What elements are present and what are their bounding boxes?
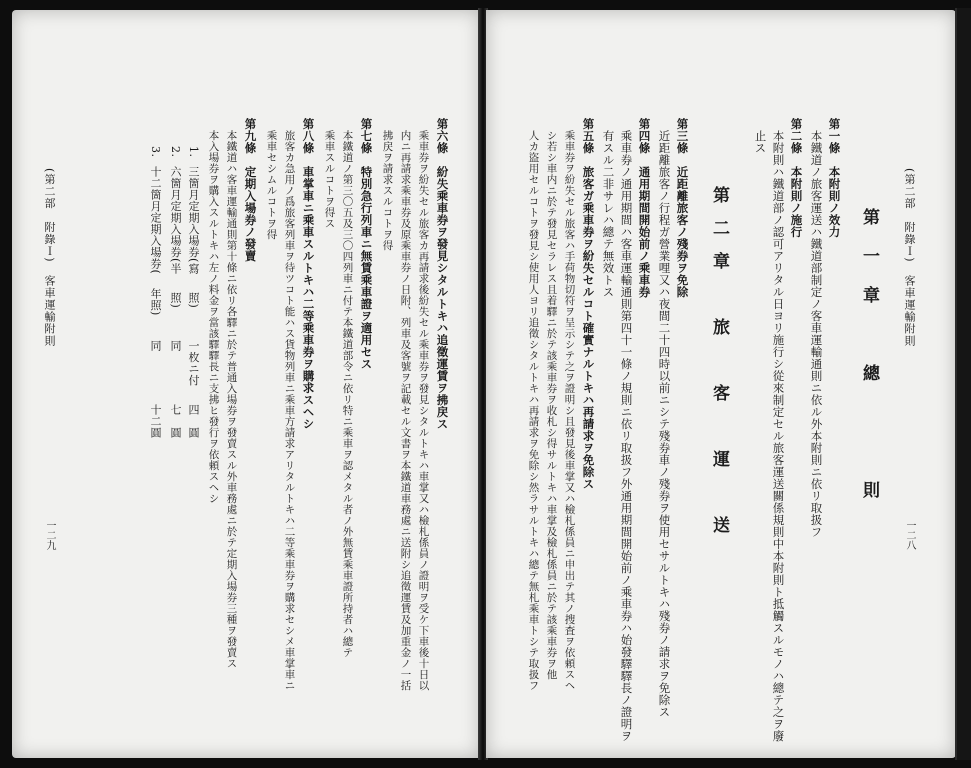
rate-1-name: 三箇月定期入場券(寫 bbox=[187, 166, 200, 275]
rate-2-note: 照) bbox=[169, 292, 182, 309]
running-title-right: (第二部 附錄Ｉ) 客車運輸附則 bbox=[903, 168, 916, 347]
page-edge bbox=[955, 8, 971, 760]
article6-text-3: 拂戻ヲ請求スルコトヲ得 bbox=[381, 130, 394, 251]
article9-text-2: 本入場券ヲ購入スルトキハ左ノ料金ヲ當該驛驛長ニ支拂ヒ發行ヲ依頼スヘシ bbox=[207, 130, 220, 504]
article8-text-2: 乘車セシムルコトヲ得 bbox=[265, 130, 278, 240]
article5-text-3: 人カ盜用セルコトヲ發見シ使用人ヨリ追徵シタルトキハ再請求ヲ免除シ然ラサルトキハ總テ無札乘車トシテ取扱フ bbox=[527, 130, 540, 691]
rate-3-unit: 同 bbox=[149, 340, 162, 352]
article6-text-1: 乘車券ヲ紛失セル旅客カ再請求後紛失セル乘車券ヲ發見シタルトキハ車掌又ハ檢札係員ノ證明ヲ受ケ下車後十日以 bbox=[417, 130, 430, 691]
article1-text: 本鐵道ノ旅客運送ハ鐵道部制定ノ客車運輸通則ニ依ル外本附則ニ依リ取扱フ bbox=[809, 130, 824, 538]
article7-text-2: 乘車スルコトヲ得ス bbox=[323, 130, 336, 229]
article9-heading: 第九條 定期入場券ノ發賣 bbox=[243, 118, 258, 262]
article6-heading: 第六條 紛失乘車券ヲ發見シタルトキハ追徵運賃ヲ拂戻ス bbox=[435, 118, 450, 430]
article2-text-1: 本附則ハ鐵道部ノ認可アリタル日ヨリ施行シ從來制定セル旅客運送關係規則中本附則ト抵觸スルモノハ總テ之ヲ廢 bbox=[771, 130, 786, 742]
article8-heading: 第八條 車掌車ニ乘車スルトキハ二等乘車券ヲ購求スヘシ bbox=[301, 118, 316, 430]
page-number-left: 一二九 bbox=[44, 520, 55, 550]
rate-3-number: 3. bbox=[149, 146, 162, 158]
rate-3-note: 年照) bbox=[149, 288, 162, 316]
article4-text-2: 有スル二非サレハ總テ無效トス bbox=[601, 130, 616, 298]
running-title-left: (第二部 附錄Ｉ) 客車運輸附則 bbox=[43, 168, 56, 347]
rate-3-price: 十二圓 bbox=[149, 404, 162, 439]
article8-text-1: 旅客カ急用ノ爲旅客列車ヲ待ツコト能ハス貨物列車ニ乘車方請求アリタルトキハ二等乘車券ヲ購求セシメ車掌車ニ bbox=[283, 130, 296, 691]
article9-text-1: 本鐵道ハ客車運輸通則第十條ニ依リ各驛ニ於テ普通入場券ヲ發賣スル外車務處ニ於テ定期入場券三種ヲ發賣ス bbox=[225, 130, 238, 669]
article6-text-2: 内ニ再請求乘車券及原乘車券ノ日附、列車及客號ヲ記載セル文書ヲ本鐵道車務處ニ送附シ追徵運賃及加重金ノ一括 bbox=[399, 130, 412, 691]
rate-1-price: 四 圓 bbox=[187, 404, 200, 439]
article4-heading: 第四條 通用期間開始前ノ乘車券 bbox=[637, 118, 652, 298]
rate-1-unit: 一枚ニ付 bbox=[187, 340, 200, 386]
chapter1-title: 第一章 總 則 bbox=[859, 208, 879, 520]
rate-3-name: 十二箇月定期入場券( bbox=[149, 166, 162, 275]
article4-text-1: 乘車券ノ通用期間ハ客車運輸通則第四十一條ノ規則ニ依リ取扱フ外通用期間開始前ノ乘車券ハ始發驛驛長ノ證明ヲ bbox=[619, 130, 634, 742]
article5-heading: 第五條 旅客ガ乘車券ヲ紛失セルコト確實ナルトキハ再請求ヲ免除ス bbox=[581, 118, 596, 490]
article1-heading: 第一條 本附則ノ效力 bbox=[827, 118, 842, 238]
article3-text: 近距離旅客ノ行程ガ營業哩又ハ夜間二十四時以前ニシテ殘券車ノ殘券ヲ使用セサルトキハ殘券ノ請求ヲ免除ス bbox=[657, 130, 672, 718]
rate-1-note: 照) bbox=[187, 292, 200, 309]
rate-2-name: 六箇月定期入場券(半 bbox=[169, 166, 182, 275]
article7-text-1: 本鐵道ノ第三〇五及三〇四列車ニ付テ本鐵道部令ニ依リ特ニ乘車ヲ認メタル者ノ外無賃乘車證所持者ハ總テ bbox=[341, 130, 354, 658]
article7-heading: 第七條 特別急行列車ニ無賃乘車證ヲ適用セス bbox=[359, 118, 374, 370]
rate-1-number: 1. bbox=[187, 146, 200, 158]
rate-2-number: 2. bbox=[169, 146, 182, 158]
article2-text-2: 止ス bbox=[753, 130, 768, 154]
article5-text-2: シ若シ車内ニ於テ發見セラレス且着驛ニ於テ該乘車券ヲ收札シ得サルトキハ車掌及檢札係員ニ於テ該乘車券ヲ他 bbox=[545, 130, 558, 680]
rate-2-unit: 同 bbox=[169, 340, 182, 352]
article5-text-1: 乘車券ヲ紛失セル旅客ハ手荷物切符ヲ呈示シテ之ヲ證明シ且發見後車掌又ハ檢札係員ニ申出テ其ノ搜査ヲ依頼スヘ bbox=[563, 130, 576, 691]
page-number-right: 一二八 bbox=[904, 520, 915, 550]
chapter2-title: 第二章 旅 客 運 送 bbox=[709, 186, 729, 549]
article2-heading: 第二條 本附則ノ施行 bbox=[789, 118, 804, 238]
article3-heading: 第三條 近距離旅客ノ殘券ヲ免除 bbox=[675, 118, 690, 298]
rate-2-price: 七 圓 bbox=[169, 404, 182, 439]
